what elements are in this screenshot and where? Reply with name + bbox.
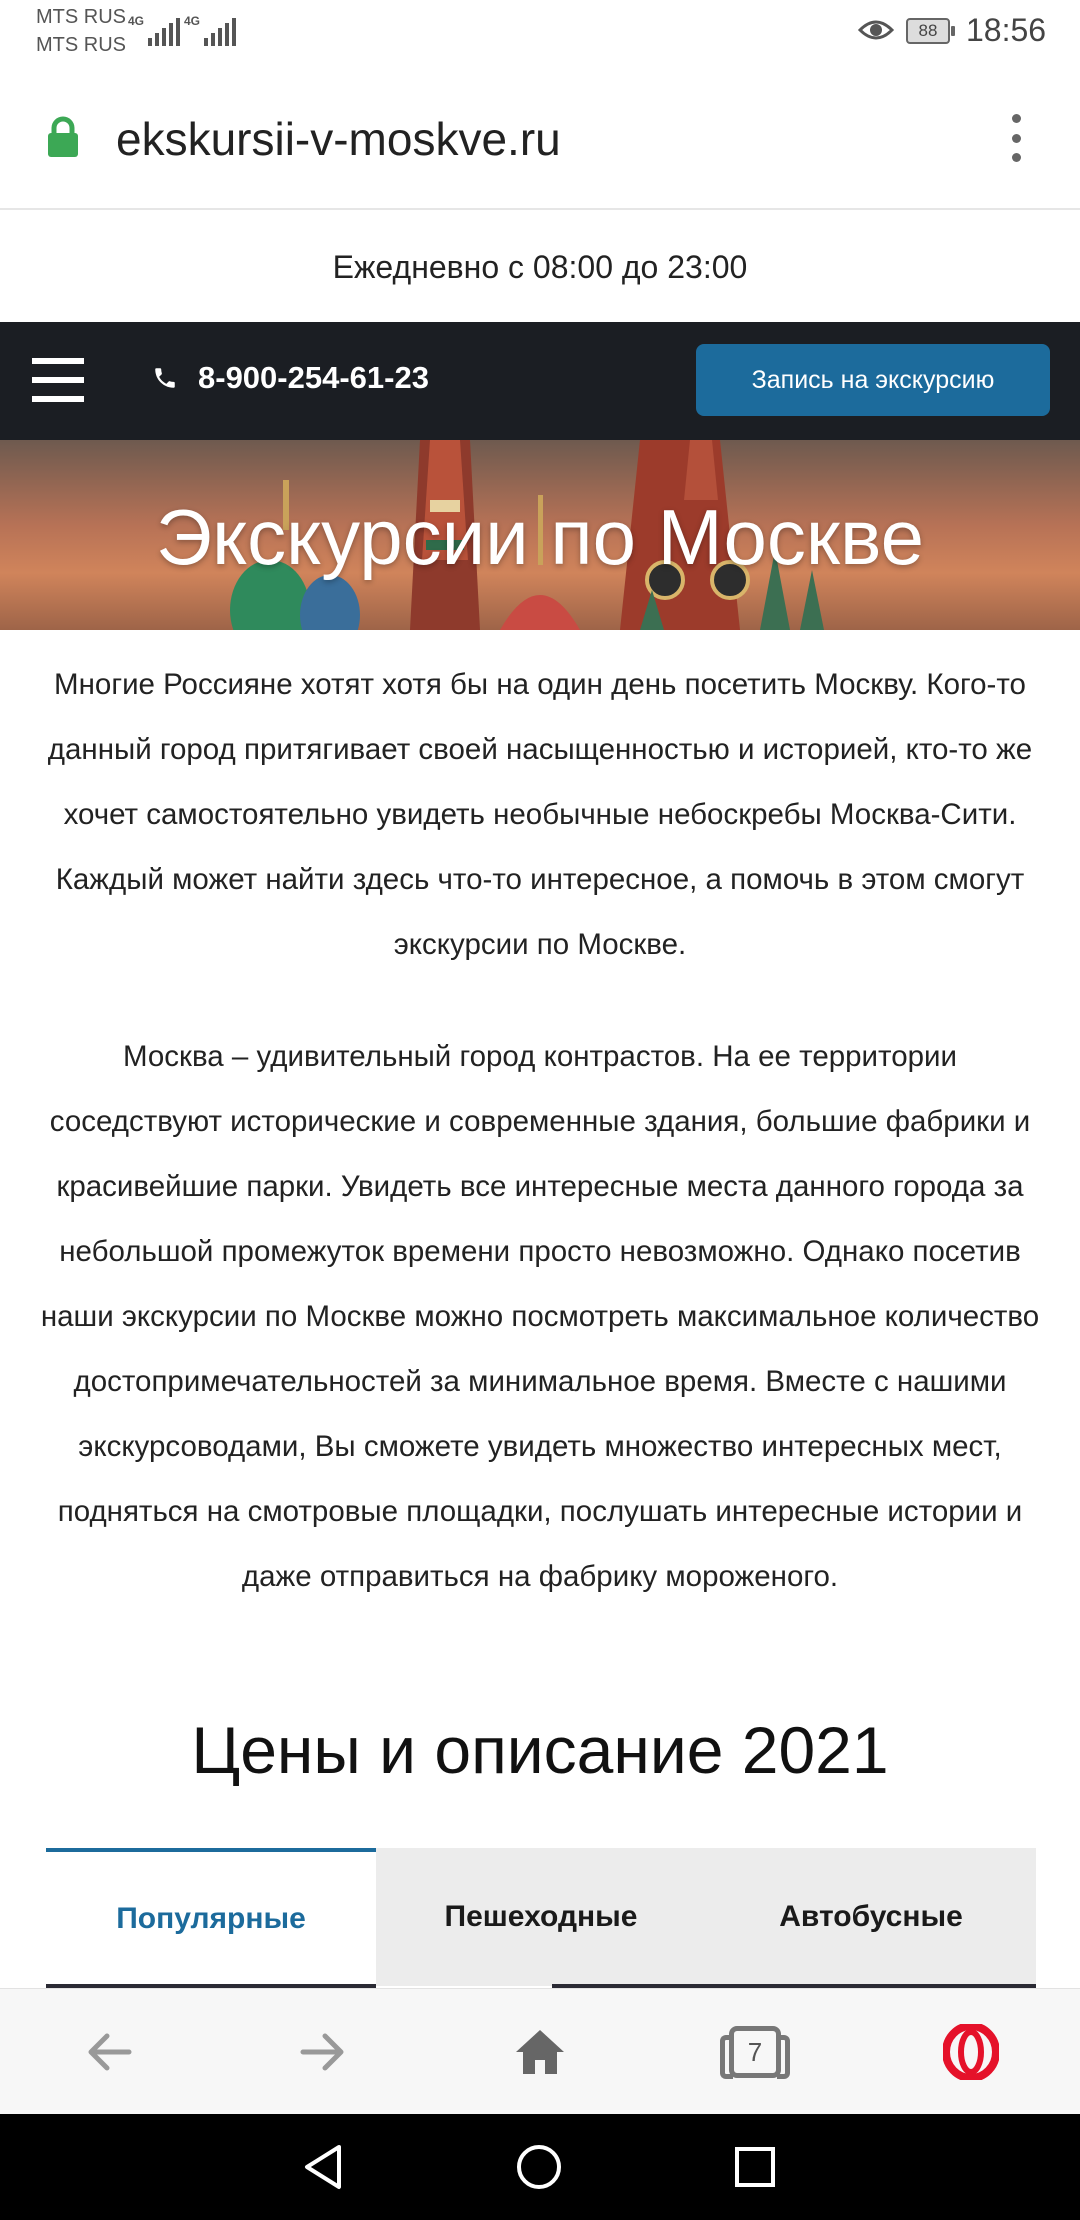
nav-recent-apps-icon[interactable] (728, 2140, 782, 2194)
description-paragraph: Москва – удивительный город контрастов. На ее территории соседствуют исторические и современные здания, большие фабрики и красивейшие парки. Увидеть все интересные места данного города за небольшой промежуток времени просто невозможно. Однако посетив наши экскурсии по Москве можно посмотреть максимальное количество достопримечательностей за минимальное время. Вместе с нашими экскурсоводами, Вы сможете увидеть множество интересных мест, подняться на смотровые площадки, послушать интересные истории и даже отправиться на фабрику мороженого. (40, 1040, 1040, 1593)
tabs-icon[interactable] (720, 2019, 790, 2085)
forward-arrow-icon[interactable] (288, 2019, 358, 2085)
site-navbar (0, 322, 1080, 440)
phone-link[interactable] (152, 360, 429, 396)
section-title: Цены и описание 2021 (191, 1713, 889, 1787)
more-menu-icon[interactable] (1004, 114, 1028, 162)
tab-bus[interactable]: Автобусные (779, 1900, 963, 1933)
lock-icon[interactable] (46, 116, 80, 163)
phone-icon (152, 365, 178, 391)
carrier-label: MTS RUS (36, 6, 126, 28)
nav-back-icon[interactable] (296, 2140, 350, 2194)
back-arrow-icon[interactable] (74, 2019, 144, 2085)
status-bar (0, 0, 1080, 64)
excursion-tabs (46, 1848, 1036, 1986)
nav-home-icon[interactable] (512, 2140, 566, 2194)
phone-number: 8-900-254-61-23 (198, 360, 429, 395)
opera-logo-icon[interactable] (936, 2019, 1006, 2085)
browser-toolbar (0, 1988, 1080, 2114)
android-nav-bar (0, 2114, 1080, 2220)
hamburger-menu-icon[interactable] (32, 358, 84, 402)
browser-address-bar (0, 64, 1080, 210)
intro-paragraph: Многие Россияне хотят хотя бы на один день посетить Москву. Кого-то данный город притягивает своей насыщенностью и историей, кто-то же хочет самостоятельно увидеть необычные небоскребы Москва-Сити. Каждый может найти здесь что-то интересное, а помочь в этом смогут экскурсии по Москве. (47, 668, 1033, 961)
hero-banner (0, 440, 1080, 630)
tab-popular[interactable]: Популярные (46, 1848, 376, 1986)
clock: 18:56 (966, 12, 1047, 48)
url-field[interactable]: ekskursii-v-moskve.ru (116, 113, 561, 165)
signal-icon (184, 14, 236, 46)
battery-icon: 88 (906, 18, 950, 44)
tabs-count: 7 (729, 2026, 781, 2078)
signal-icon (128, 14, 180, 46)
tab-walking[interactable]: Пешеходные (444, 1900, 638, 1933)
home-icon[interactable] (505, 2019, 575, 2085)
eye-icon (858, 16, 894, 49)
working-hours: Ежедневно с 08:00 до 23:00 (332, 248, 748, 285)
carrier-label: MTS RUS (36, 34, 126, 56)
network-type-label: 4G (184, 14, 201, 28)
book-excursion-button[interactable]: Запись на экскурсию (696, 344, 1050, 416)
network-type-label: 4G (128, 14, 145, 28)
hero-title: Экскурсии по Москве (156, 493, 924, 581)
